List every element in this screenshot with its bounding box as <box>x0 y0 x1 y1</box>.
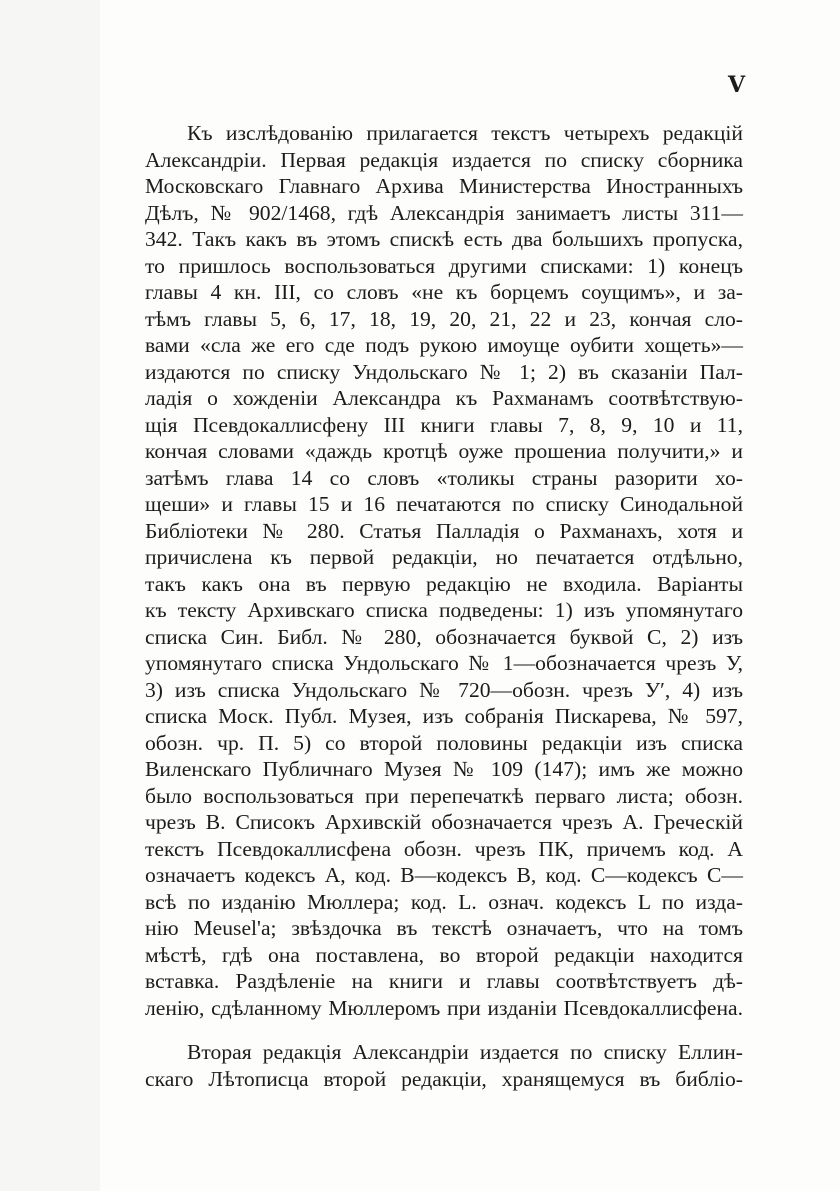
text-line: тѣмъ главы 5, 6, 17, 18, 19, 20, 21, 22 и 23, кончая сло- <box>145 306 743 331</box>
text-line: то пришлось воспользоваться другими списками: 1) конецъ <box>145 253 743 278</box>
text-line: скаго Лѣтописца второй редакціи, хранящемуся въ библіо- <box>145 1066 743 1091</box>
text-line: Виленскаго Публичнаго Музея № 109 (147); имъ же можно <box>145 757 743 781</box>
text-line: списка Син. Библ. № 280, обозначается буквой С, 2) изъ <box>145 624 743 649</box>
text-line: Дѣлъ, № 902/1468, гдѣ Александрія занимаетъ листы 311— <box>145 200 743 225</box>
text-line: текстъ Псевдокаллисфена обозн. чрезъ ПК, причемъ код. А <box>145 836 743 861</box>
text-line: 342. Такъ какъ въ этомъ спискѣ есть два большихъ пропуска, <box>145 227 743 251</box>
text-line: Къ изслѣдованію прилагается текстъ четырехъ редакцій <box>187 121 743 145</box>
text-line: упомянутаго списка Ундольскаго № 1—обозначается чрезъ У, <box>145 651 743 675</box>
text-line: кончая словами «даждь кротцѣ оуже прошениа получити,» и <box>145 439 743 463</box>
page-number: V <box>728 72 746 98</box>
text-line: обозн. чр. П. 5) со второй половины редакціи изъ списка <box>145 730 743 755</box>
text-line: чрезъ В. Списокъ Архивскій обозначается чрезъ А. Греческій <box>145 810 743 834</box>
text-line: щеши» и главы 15 и 16 печатаются по списку Синодальной <box>145 492 743 516</box>
text-line: Московскаго Главнаго Архива Министерства Иностранныхъ <box>145 174 743 198</box>
text-line: вставка. Раздѣленіе на книги и главы соотвѣтствуетъ дѣ- <box>145 969 743 993</box>
text-line: причислена къ первой редакціи, но печатается отдѣльно, <box>145 545 743 569</box>
text-line: было воспользоваться при перепечаткѣ перваго листа; обозн. <box>145 783 743 808</box>
text-line: нію Meusel'a; звѣздочка въ текстѣ означаетъ, что на томъ <box>145 916 743 940</box>
text-line: затѣмъ глава 14 со словъ «толикы страны разорити хо- <box>145 465 743 490</box>
text-line: означаетъ кодексъ А, код. В—кодексъ В, код. С—кодексъ С— <box>145 863 743 887</box>
text-line: ладія о хожденіи Александра къ Рахманамъ соотвѣтствую- <box>145 386 743 410</box>
paragraph-2 <box>145 1039 743 1092</box>
text-line: списка Моск. Публ. Музея, изъ собранія Пискарева, № 597, <box>145 704 743 728</box>
text-line: 3) изъ списка Ундольскаго № 720—обозн. чрезъ У′, 4) изъ <box>145 677 743 702</box>
text-line: вами «сла же его сде подъ рукою имоуще оубити хощеть»— <box>145 333 743 357</box>
text-line: всѣ по изданію Мюллера; код. L. означ. кодексъ L по изда- <box>145 889 743 914</box>
text-line: главы 4 кн. III, со словъ «не къ борцемъ соущимъ», и за- <box>145 280 743 304</box>
paragraph-1 <box>145 120 743 1021</box>
text-line: такъ какъ она въ первую редакцію не входила. Варіанты <box>145 571 743 596</box>
text-line: мѣстѣ, гдѣ она поставлена, во второй редакціи находится <box>145 942 743 967</box>
text-line: Александріи. Первая редакція издается по списку сборника <box>145 147 743 172</box>
text-line: издаются по списку Ундольскаго № 1; 2) въ сказаніи Пал- <box>145 359 743 384</box>
text-line: Библіотеки № 280. Статья Палладія о Рахманахъ, хотя и <box>145 518 743 543</box>
text-line: Вторая редакція Александріи издается по списку Еллин- <box>187 1040 743 1064</box>
text-line: щія Псевдокаллисфену III книги главы 7, 8, 9, 10 и 11, <box>145 412 743 437</box>
text-line: ленію, сдѣланному Мюллеромъ при изданіи Псевдокаллисфена. <box>145 995 743 1020</box>
text-line: къ тексту Архивскаго списка подведены: 1) изъ упомянутаго <box>145 598 743 622</box>
